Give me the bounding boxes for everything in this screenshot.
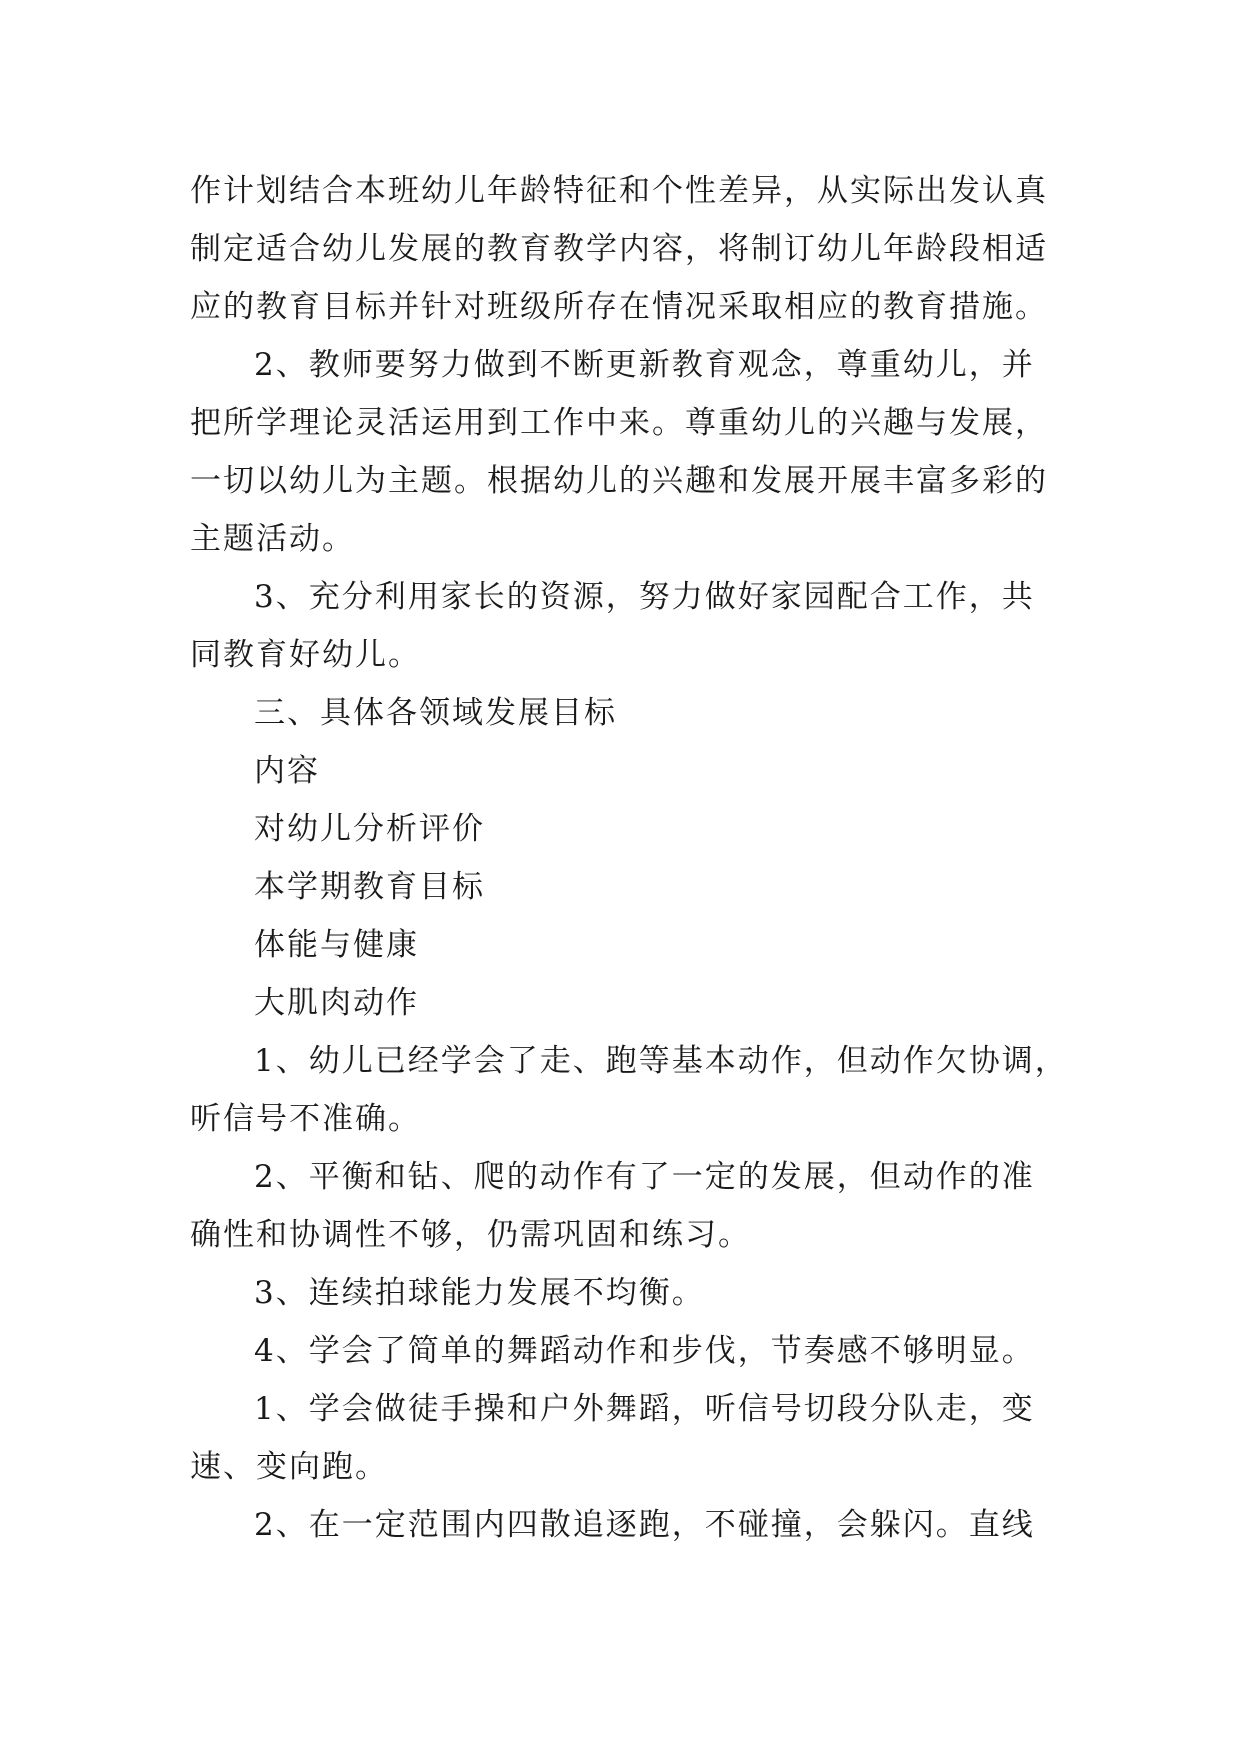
text-line: 2、教师要努力做到不断更新教育观念，尊重幼儿，并 [254,347,1035,383]
text-line: 作计划结合本班幼儿年龄特征和个性差异，从实际出发认真 [190,173,1048,209]
text-line: 2、在一定范围内四散追逐跑，不碰撞，会躲闪。直线 [254,1507,1035,1543]
domain-label: 体能与健康 [254,927,419,963]
text-line: 制定适合幼儿发展的教育教学内容，将制订幼儿年龄段相适 [190,231,1048,267]
subdomain-label: 大肌肉动作 [254,985,419,1021]
section-heading: 三、具体各领域发展目标 [254,695,617,731]
text-line: 2、平衡和钻、爬的动作有了一定的发展，但动作的准 [254,1159,1035,1195]
text-line: 听信号不准确。 [190,1101,421,1137]
text-line: 4、学会了简单的舞蹈动作和步伐，节奏感不够明显。 [254,1333,1035,1369]
text-line: 速、变向跑。 [190,1449,388,1485]
text-line: 确性和协调性不够，仍需巩固和练习。 [190,1217,751,1253]
document-body [190,162,1090,1554]
text-line: 1、学会做徒手操和户外舞蹈，听信号切段分队走，变 [254,1391,1035,1427]
table-header-cell: 对幼儿分析评价 [254,811,485,847]
text-line: 3、充分利用家长的资源，努力做好家园配合工作，共 [254,579,1035,615]
text-line: 主题活动。 [190,521,355,557]
text-line: 3、连续拍球能力发展不均衡。 [254,1275,705,1311]
text-line: 应的教育目标并针对班级所存在情况采取相应的教育措施。 [190,289,1048,325]
table-header-cell: 内容 [254,753,320,789]
table-header-cell: 本学期教育目标 [254,869,485,905]
text-line: 同教育好幼儿。 [190,637,421,673]
text-line: 一切以幼儿为主题。根据幼儿的兴趣和发展开展丰富多彩的 [190,463,1048,499]
text-line: 把所学理论灵活运用到工作中来。尊重幼儿的兴趣与发展， [190,405,1048,441]
text-line: 1、幼儿已经学会了走、跑等基本动作，但动作欠协调， [254,1043,1068,1079]
